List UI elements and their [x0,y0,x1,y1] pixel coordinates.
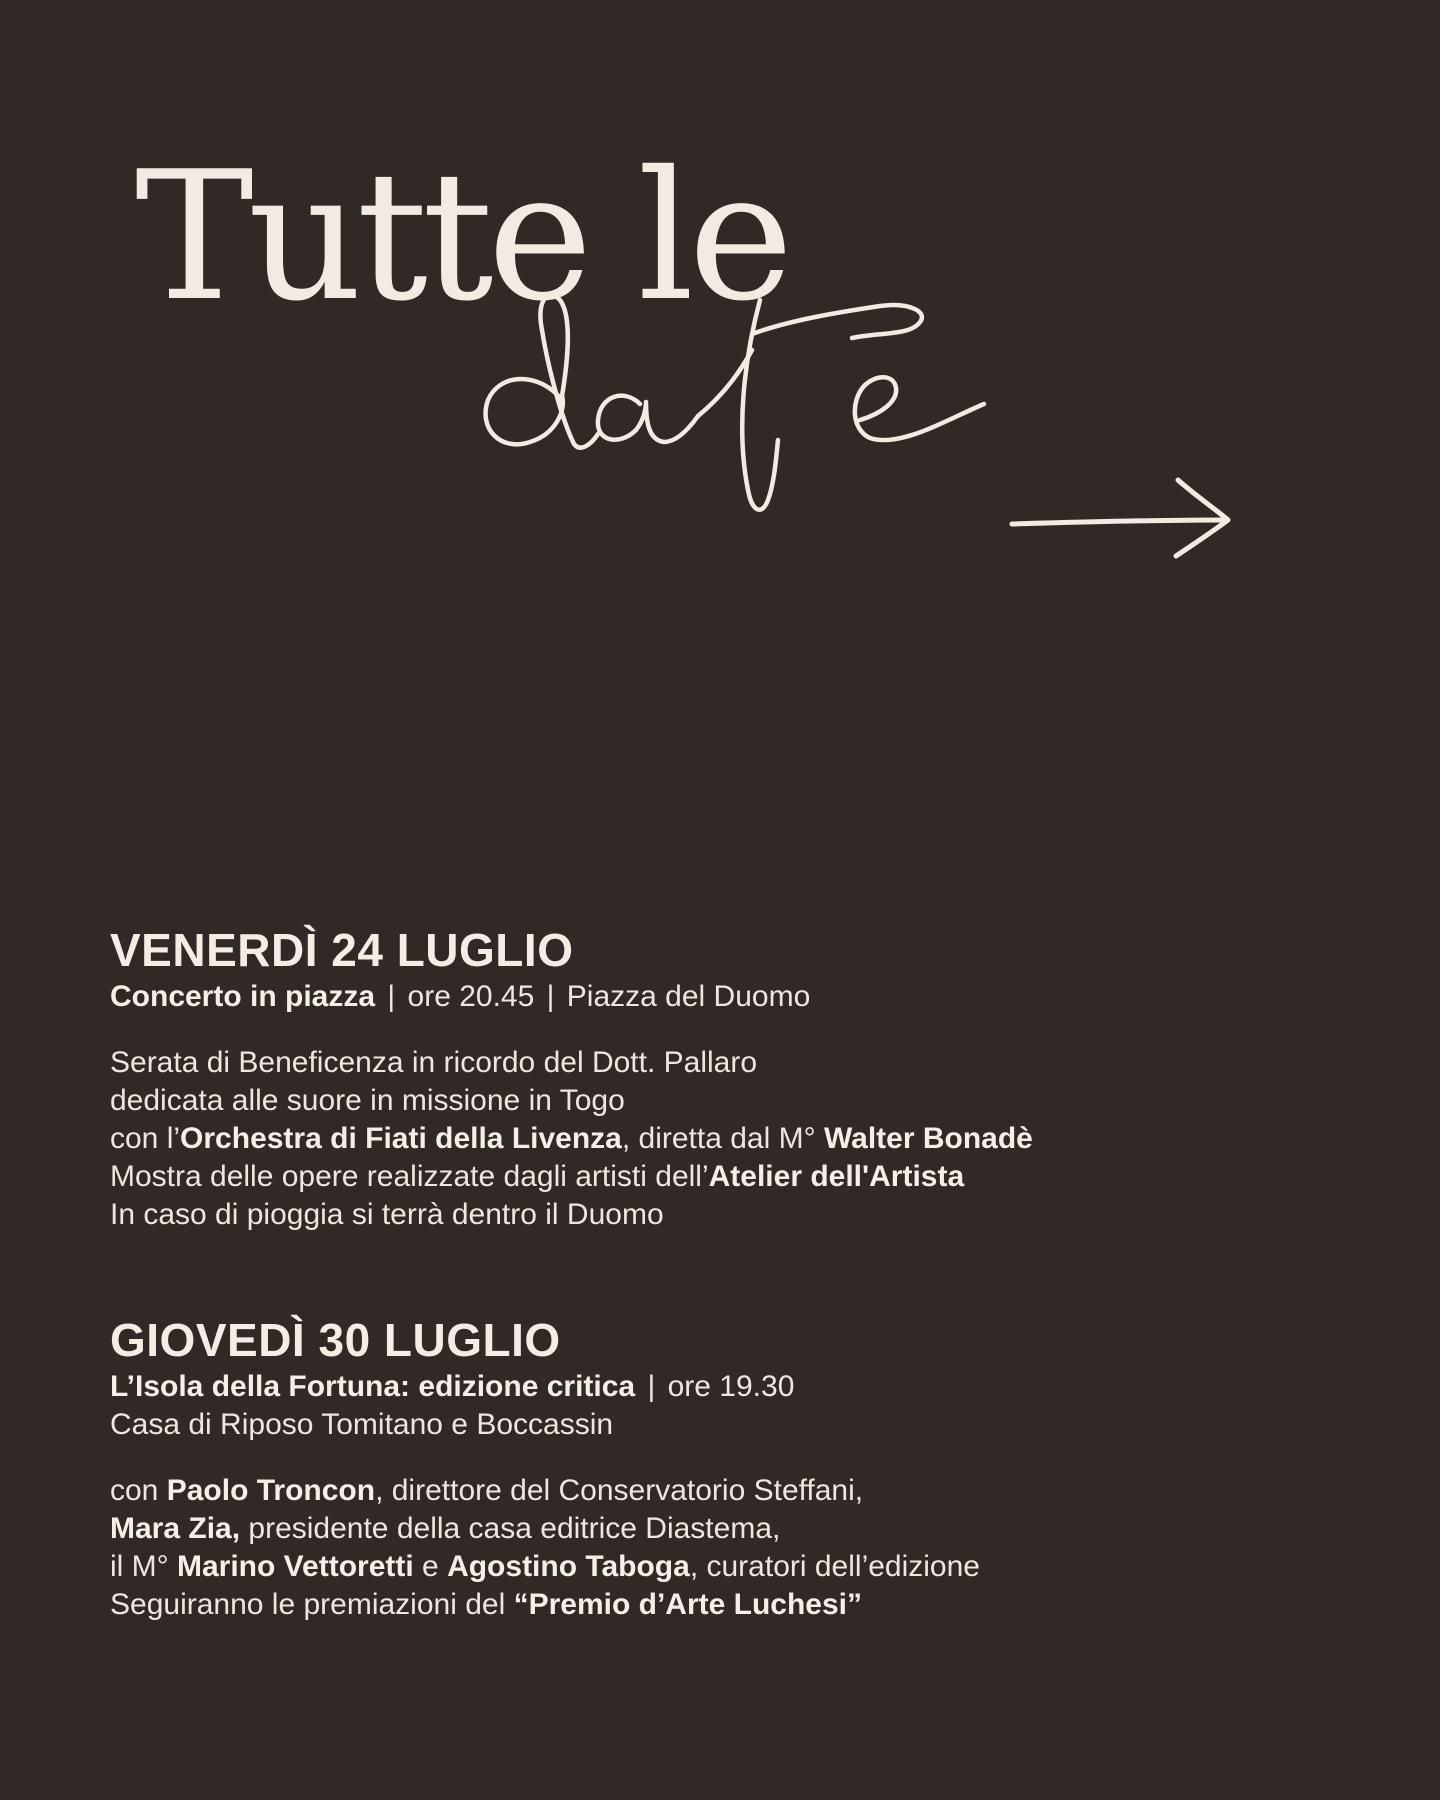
event-date: VENERDÌ 24 LUGLIO [110,924,574,976]
title-block [0,0,1440,620]
detail-text: con l’ [110,1122,181,1155]
person-name: Agostino Taboga [447,1550,690,1583]
detail-line: Serata di Beneficenza in ricordo del Dott. Pallaro [110,1046,758,1079]
separator: | [647,1370,656,1403]
separator: | [387,980,396,1013]
arrow-right-icon [1012,480,1228,556]
orchestra-name: Orchestra di Fiati della Livenza [180,1122,622,1155]
event-details [110,1472,1370,1624]
event-venue: Casa di Riposo Tomitano e Boccassin [110,1408,614,1441]
event-summary [110,978,1370,1016]
event-item [110,1312,1370,1624]
person-name: Paolo Troncon [166,1474,376,1507]
detail-line [110,1586,1370,1624]
title-script-graphic [0,0,1440,620]
detail-line: dedicata alle suore in missione in Togo [110,1084,625,1117]
award-name: “Premio d’Arte Luchesi” [513,1588,863,1621]
event-summary [110,1368,1370,1406]
atelier-name: Atelier dell'Artista [708,1160,965,1193]
detail-text: , diretta dal M° [621,1122,824,1155]
title-serif: Tutte le [135,133,788,340]
detail-line [110,1120,1370,1158]
detail-text: Seguiranno le premiazioni del [110,1588,514,1621]
event-title: L’Isola della Fortuna: edizione critica [110,1370,636,1403]
detail-text: il M° [110,1550,177,1583]
detail-text: Mostra delle opere realizzate dagli artisti dell’ [110,1160,709,1193]
detail-line [110,1548,1370,1586]
conductor-name: Walter Bonadè [823,1122,1033,1155]
detail-text: , curatori dell’edizione [689,1550,980,1583]
detail-text: , direttore del Conservatorio Steffani, [375,1474,864,1507]
event-time: ore 20.45 [407,980,535,1013]
detail-text: presidente della casa editrice Diastema, [240,1512,781,1545]
event-venue: Piazza del Duomo [566,980,811,1013]
detail-line [110,1158,1370,1196]
event-time: ore 19.30 [667,1370,795,1403]
event-details [110,1044,1370,1234]
person-name: Mara Zia, [110,1512,241,1545]
person-name: Marino Vettoretti [177,1550,414,1583]
detail-line: In caso di pioggia si terrà dentro il Duomo [110,1198,664,1231]
event-item [110,922,1370,1234]
detail-line [110,1510,1370,1548]
event-date: GIOVEDÌ 30 LUGLIO [110,1314,561,1366]
detail-line [110,1472,1370,1510]
detail-text: e [413,1550,448,1583]
separator: | [546,980,555,1013]
event-title: Concerto in piazza [110,980,376,1013]
events-list [110,922,1370,1624]
detail-text: con [110,1474,167,1507]
script-word-date [486,295,984,509]
